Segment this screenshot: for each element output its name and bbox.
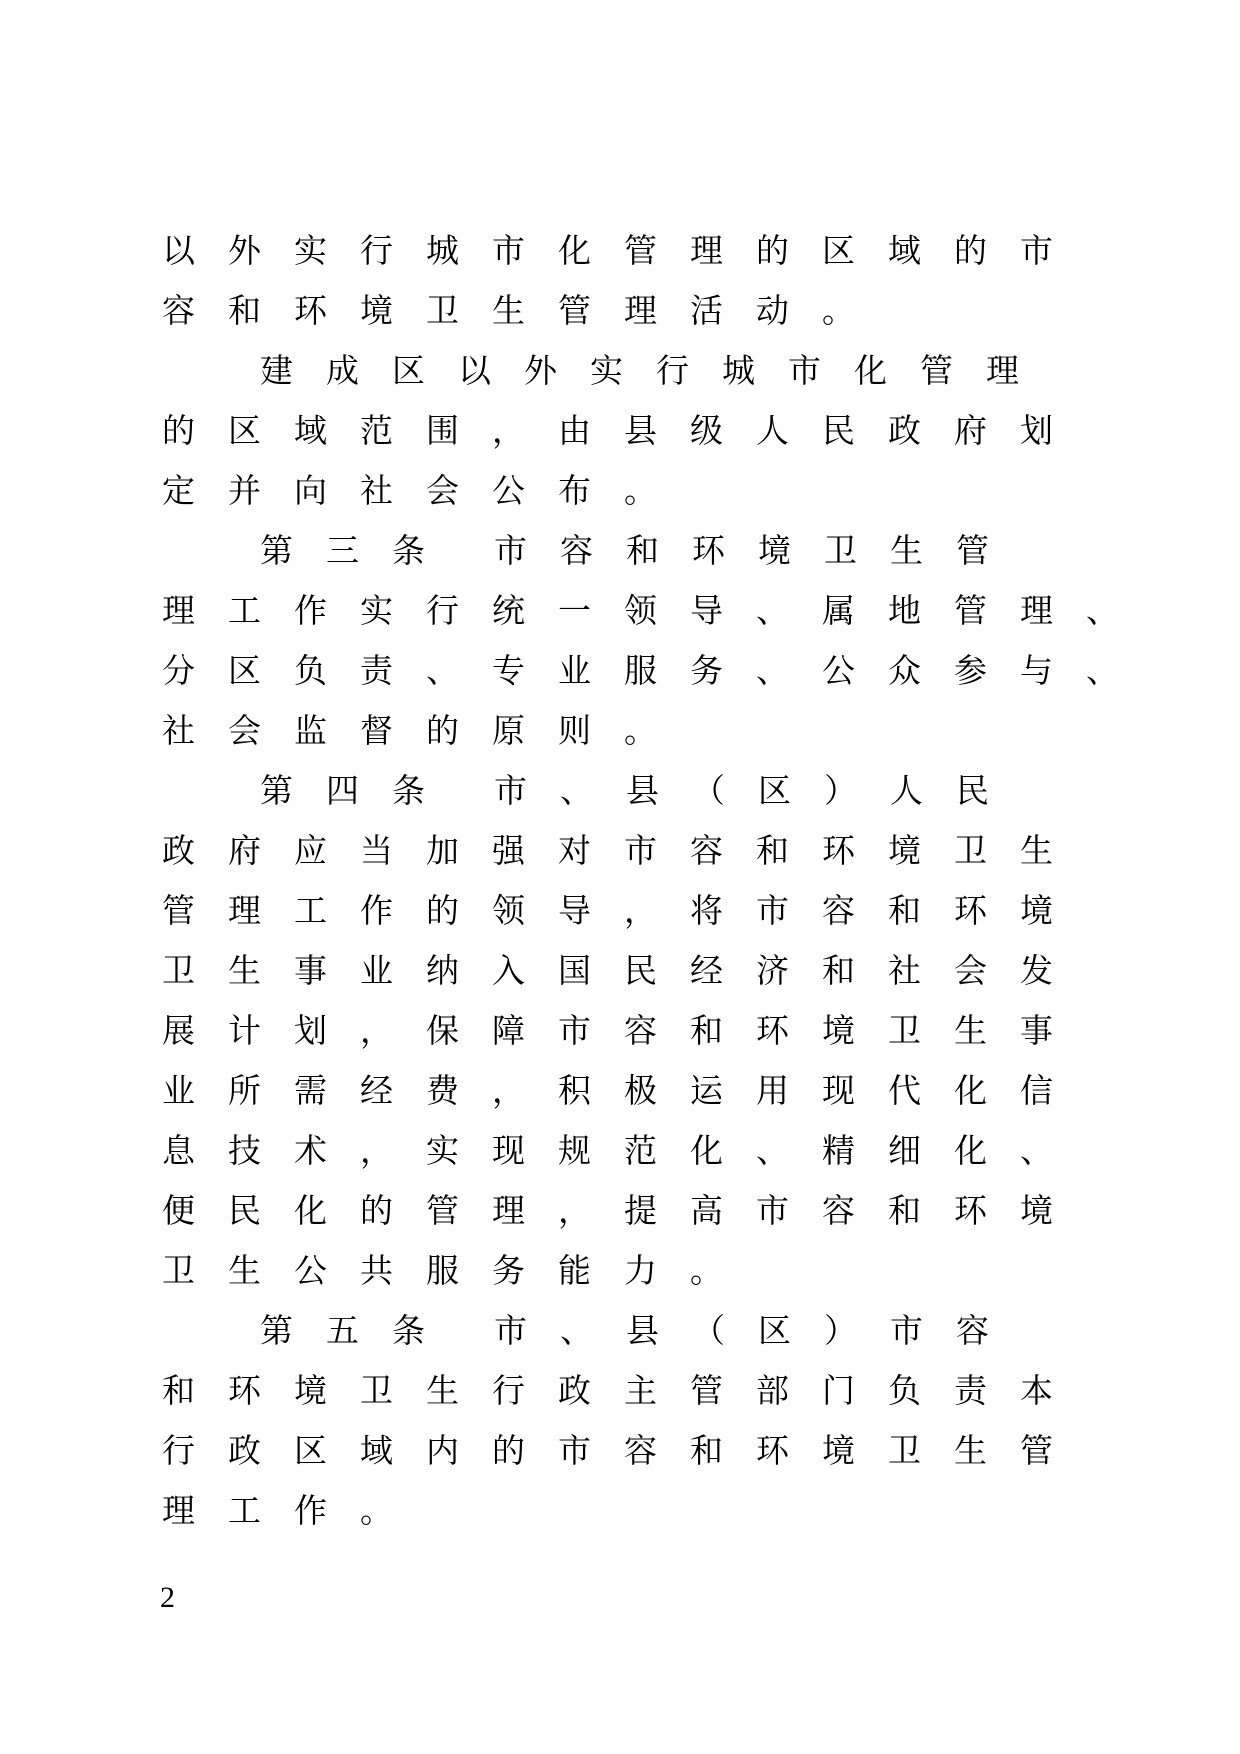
text-line: 定并向社会公布。	[162, 471, 690, 510]
text-line: 的区域范围，由县级人民政府划	[162, 411, 1086, 450]
text-line: 行政区域内的市容和环境卫生管	[162, 1431, 1086, 1470]
article-5-heading-line	[260, 1301, 1240, 1361]
page-number: 2	[160, 1581, 175, 1614]
text-line: 卫生公共服务能力。	[162, 1251, 756, 1290]
article-text: 市、县（区）市容	[494, 1311, 1022, 1350]
text-line: 和环境卫生行政主管部门负责本	[162, 1371, 1086, 1410]
article-3-heading-line	[260, 521, 1240, 581]
text-line: 管理工作的领导，将市容和环境	[162, 891, 1086, 930]
article-number: 第五条	[260, 1311, 458, 1350]
text-line: 容和环境卫生管理活动。	[162, 291, 888, 330]
article-text: 市、县（区）人民	[494, 771, 1022, 810]
paragraph-start-line: 建成区以外实行城市化管理	[260, 351, 1052, 390]
text-line: 便民化的管理，提高市容和环境	[162, 1191, 1086, 1230]
article-number: 第四条	[260, 771, 458, 810]
text-line: 理工作。	[162, 1491, 426, 1530]
text-line: 息技术，实现规范化、精细化、	[162, 1131, 1086, 1170]
text-line: 理工作实行统一领导、属地管理、	[162, 591, 1152, 630]
text-line: 分区负责、专业服务、公众参与、	[162, 651, 1152, 690]
article-4-heading-line	[260, 761, 1240, 821]
text-line: 卫生事业纳入国民经济和社会发	[162, 951, 1086, 990]
text-line: 社会监督的原则。	[162, 711, 690, 750]
article-number: 第三条	[260, 531, 458, 570]
text-line: 政府应当加强对市容和环境卫生	[162, 831, 1086, 870]
article-text: 市容和环境卫生管	[494, 531, 1022, 570]
text-line: 以外实行城市化管理的区域的市	[162, 231, 1086, 270]
text-line: 业所需经费，积极运用现代化信	[162, 1071, 1086, 1110]
text-line: 展计划，保障市容和环境卫生事	[162, 1011, 1086, 1050]
